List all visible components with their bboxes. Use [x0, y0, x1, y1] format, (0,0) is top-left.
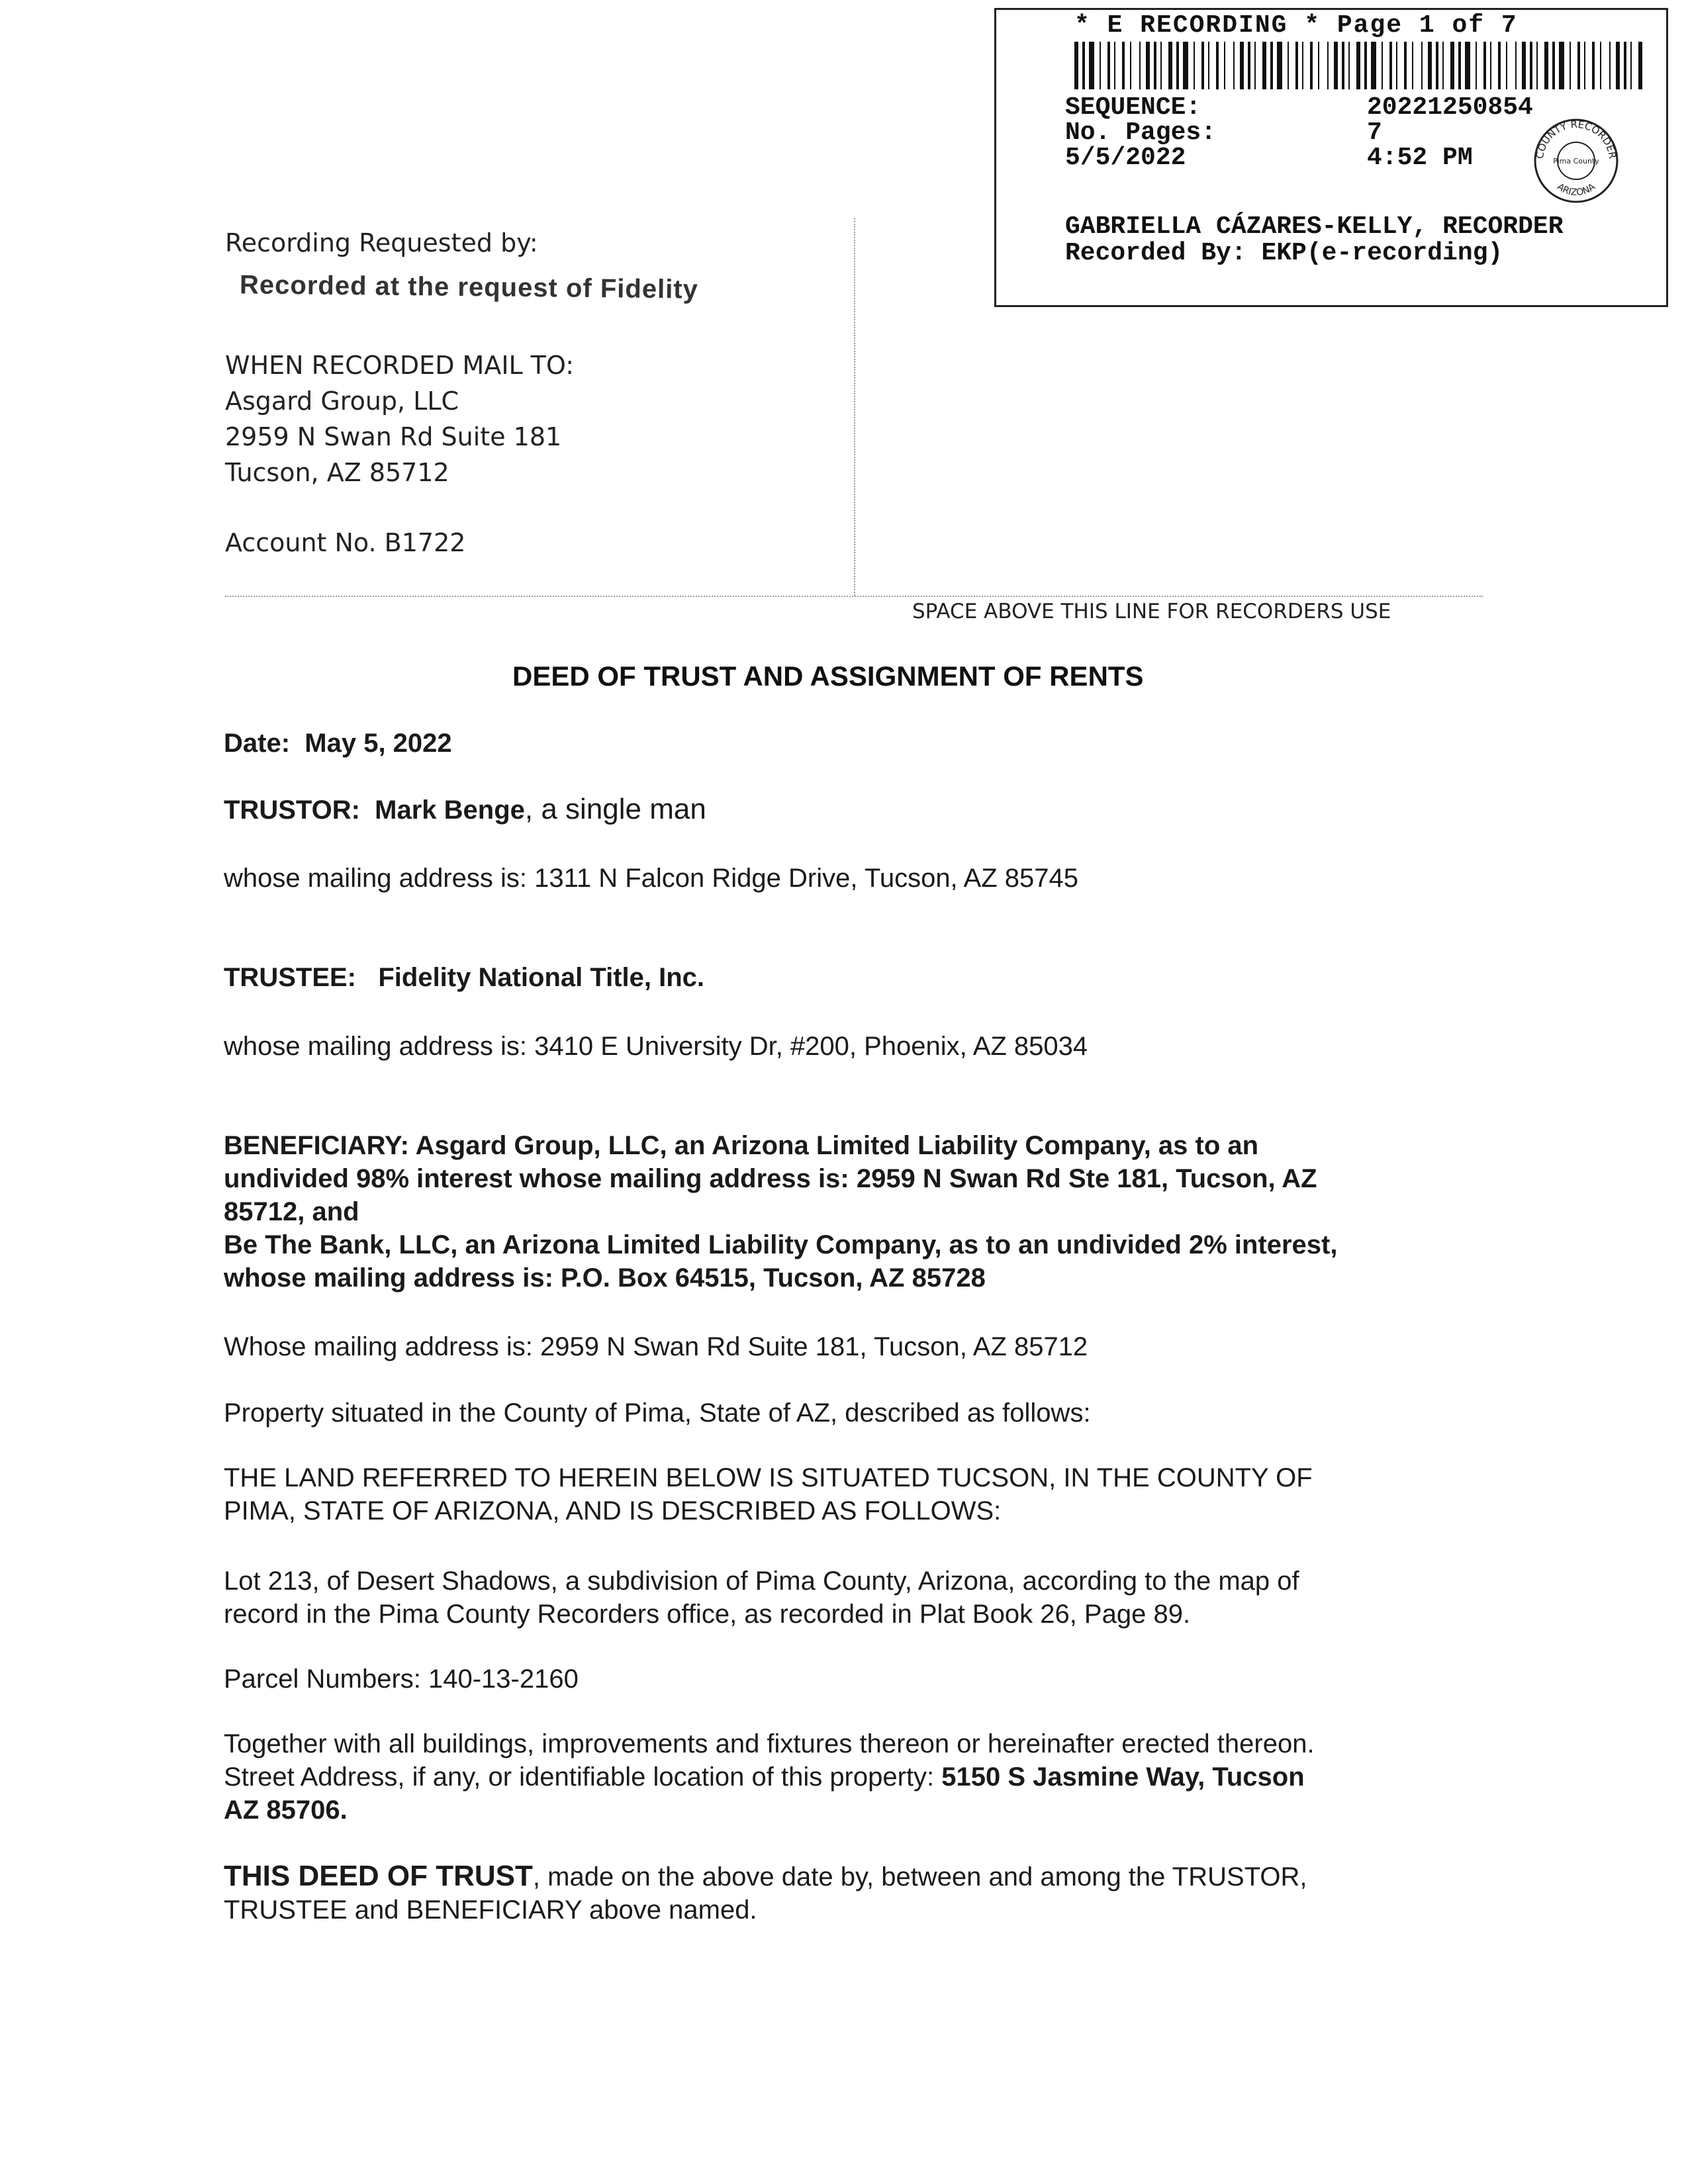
trustor-description: , a single man [524, 793, 706, 825]
recorder-name: GABRIELLA CÁZARES-KELLY, RECORDER [1065, 212, 1564, 241]
barcode-bar [1302, 42, 1303, 89]
barcode-bar [1100, 42, 1101, 89]
barcode-bar [1356, 42, 1360, 89]
county-seal-icon [1532, 117, 1620, 205]
barcode-bar [1458, 42, 1461, 89]
barcode-bar [1074, 42, 1078, 89]
barcode-bar [1208, 42, 1209, 89]
barcode-bar [1577, 42, 1580, 89]
street-address-prefix: Street Address, if any, or identifiable location of this property: [224, 1762, 942, 1792]
svg-text:COUNTY RECORDER [1534, 118, 1618, 159]
seal-text-top: COUNTY RECORDER [1533, 118, 1619, 160]
barcode-bar [1154, 42, 1156, 89]
recorder-space-line [225, 596, 1483, 597]
barcode-bar [1089, 42, 1094, 89]
barcode-bar [1348, 42, 1350, 89]
barcode-bar [1201, 42, 1204, 89]
deed-statement [224, 1860, 1307, 1927]
when-recorded-mail-to: WHEN RECORDED MAIL TO: [225, 351, 575, 380]
barcode-bar [1183, 42, 1188, 89]
trustee-label: TRUSTEE: [224, 963, 356, 992]
lot-line: Lot 213, of Desert Shadows, a subdivision of Pima County, Arizona, according to the map of [224, 1567, 1299, 1596]
date-label: Date: [224, 729, 291, 758]
header-divider-vertical [854, 218, 855, 596]
barcode-bar [1442, 42, 1444, 89]
barcode-bar [1248, 42, 1250, 89]
barcode-bar [1254, 42, 1256, 89]
whose-mailing-address: Whose mailing address is: 2959 N Swan Rd Suite 181, Tucson, AZ 85712 [224, 1332, 1088, 1361]
barcode-bar [1114, 42, 1115, 89]
beneficiary-line: Be The Bank, LLC, an Arizona Limited Liability Company, as to an undivided 2% interest, [224, 1230, 1338, 1259]
account-number: Account No. B1722 [225, 528, 466, 557]
pages-label: No. Pages: [1065, 118, 1217, 147]
barcode-bar [1506, 42, 1507, 89]
barcode-bar [1342, 42, 1344, 89]
barcode-bar [1570, 42, 1571, 89]
parcel-numbers: Parcel Numbers: 140-13-2160 [224, 1664, 579, 1694]
mail-name: Asgard Group, LLC [225, 387, 459, 416]
sequence-label: SEQUENCE: [1065, 93, 1201, 122]
barcode-bar [1382, 42, 1383, 89]
beneficiary-line: 85712, and [224, 1197, 359, 1226]
barcode-bar [1609, 42, 1611, 89]
barcode-bar [1530, 42, 1532, 89]
deed-statement-line2: TRUSTEE and BENEFICIARY above named. [224, 1895, 757, 1925]
land-line: THE LAND REFERRED TO HEREIN BELOW IS SITUATED TUCSON, IN THE COUNTY OF [224, 1463, 1313, 1492]
together-line: Together with all buildings, improvements and fixtures thereon or hereinafter erected thereon. [224, 1729, 1315, 1758]
seal-text-bottom: ARIZONA [1555, 181, 1597, 199]
mail-street: 2959 N Swan Rd Suite 181 [225, 422, 562, 451]
barcode [1074, 42, 1644, 89]
trustee-name: Fidelity National Title, Inc. [378, 963, 705, 992]
barcode-bar [1122, 42, 1125, 89]
barcode-bar [1240, 42, 1244, 89]
lot-line: record in the Pima County Recorders office, as recorded in Plat Book 26, Page 89. [224, 1600, 1191, 1629]
barcode-bar [1624, 42, 1626, 89]
street-address-value: 5150 S Jasmine Way, Tucson [941, 1762, 1305, 1792]
deed-statement-bold: THIS DEED OF TRUST [224, 1860, 533, 1892]
recorded-at-request-stamp: Recorded at the request of Fidelity [239, 270, 699, 304]
space-above-note: SPACE ABOVE THIS LINE FOR RECORDERS USE [912, 600, 1391, 623]
barcode-bar [1600, 42, 1601, 89]
barcode-bar [1592, 42, 1595, 89]
street-address-line [224, 1760, 1315, 1794]
mail-city: Tucson, AZ 85712 [225, 458, 449, 487]
barcode-bar [1216, 42, 1219, 89]
barcode-bar [1421, 42, 1423, 89]
trustor-line [224, 793, 706, 827]
barcode-bar [1638, 42, 1642, 89]
barcode-bar [1450, 42, 1454, 89]
barcode-bar [1262, 42, 1266, 89]
barcode-bar [1288, 42, 1289, 89]
barcode-bar [1428, 42, 1432, 89]
barcode-bar [1522, 42, 1526, 89]
barcode-bar [1630, 42, 1632, 89]
barcode-bar [1139, 42, 1141, 89]
barcode-bar [1310, 42, 1313, 89]
barcode-bar [1389, 42, 1392, 89]
barcode-bar [1107, 42, 1110, 89]
street-address-zip: AZ 85706. [224, 1796, 348, 1825]
barcode-bar [1536, 42, 1538, 89]
barcode-bar [1483, 42, 1486, 89]
date-value: May 5, 2022 [305, 729, 452, 758]
land-description [224, 1461, 1313, 1527]
barcode-bar [1616, 42, 1620, 89]
barcode-bar [1194, 42, 1195, 89]
svg-text:ARIZONA [1555, 181, 1597, 198]
barcode-bar [1498, 42, 1501, 89]
barcode-bar [1559, 42, 1564, 89]
barcode-bar [1364, 42, 1367, 89]
barcode-bar [1176, 42, 1179, 89]
trustee-line [224, 961, 704, 994]
recorded-date: 5/5/2022 [1065, 144, 1186, 172]
date-line [224, 727, 452, 760]
barcode-bar [1412, 42, 1413, 89]
barcode-bar [1146, 42, 1150, 89]
barcode-bar [1584, 42, 1585, 89]
barcode-bar [1515, 42, 1517, 89]
recorded-time: 4:52 PM [1367, 144, 1473, 172]
barcode-bar [1270, 42, 1273, 89]
trustee-address: whose mailing address is: 3410 E University Dr, #200, Phoenix, AZ 85034 [224, 1032, 1088, 1061]
recording-requested-label: Recording Requested by: [225, 228, 538, 257]
recorded-by: Recorded By: EKP(e-recording) [1065, 239, 1503, 267]
lot-description [224, 1565, 1299, 1631]
sequence-value: 20221250854 [1367, 93, 1533, 122]
beneficiary-line: whose mailing address is: P.O. Box 64515, Tucson, AZ 85728 [224, 1263, 986, 1293]
stamp-header: * E RECORDING * Page 1 of 7 [1074, 11, 1518, 40]
deed-statement-rest: , made on the above date by, between and among the TRUSTOR, [532, 1862, 1307, 1891]
barcode-bar [1552, 42, 1555, 89]
barcode-bar [1334, 42, 1338, 89]
barcode-bar [1168, 42, 1172, 89]
recorder-stamp [994, 8, 1668, 307]
barcode-bar [1318, 42, 1319, 89]
land-line: PIMA, STATE OF ARIZONA, AND IS DESCRIBED AS FOLLOWS: [224, 1496, 1002, 1525]
barcode-bar [1224, 42, 1225, 89]
beneficiary-line: BENEFICIARY: Asgard Group, LLC, an Arizona Limited Liability Company, as to an [224, 1131, 1259, 1160]
pages-value: 7 [1367, 118, 1382, 147]
trustor-address: whose mailing address is: 1311 N Falcon Ridge Drive, Tucson, AZ 85745 [224, 864, 1079, 893]
barcode-bar [1544, 42, 1548, 89]
property-situated: Property situated in the County of Pima, State of AZ, described as follows: [224, 1398, 1091, 1428]
trustor-name: Mark Benge [375, 796, 525, 825]
barcode-bar [1277, 42, 1282, 89]
barcode-bar [1371, 42, 1376, 89]
barcode-bar [1327, 42, 1329, 89]
barcode-bar [1233, 42, 1235, 89]
barcode-bar [1130, 42, 1131, 89]
seal-text-center: Pima County [1553, 157, 1599, 165]
trustor-label: TRUSTOR: [224, 796, 360, 825]
barcode-bar [1404, 42, 1407, 89]
together-with-block [224, 1727, 1315, 1827]
document-title: DEED OF TRUST AND ASSIGNMENT OF RENTS [512, 660, 1144, 692]
barcode-bar [1476, 42, 1477, 89]
barcode-bar [1082, 42, 1085, 89]
barcode-bar [1160, 42, 1162, 89]
barcode-bar [1436, 42, 1438, 89]
barcode-bar [1490, 42, 1491, 89]
barcode-bar [1396, 42, 1397, 89]
barcode-bar [1465, 42, 1470, 89]
beneficiary-block [224, 1129, 1337, 1295]
barcode-bar [1295, 42, 1298, 89]
beneficiary-line: undivided 98% interest whose mailing address is: 2959 N Swan Rd Ste 181, Tucson, AZ [224, 1164, 1317, 1193]
